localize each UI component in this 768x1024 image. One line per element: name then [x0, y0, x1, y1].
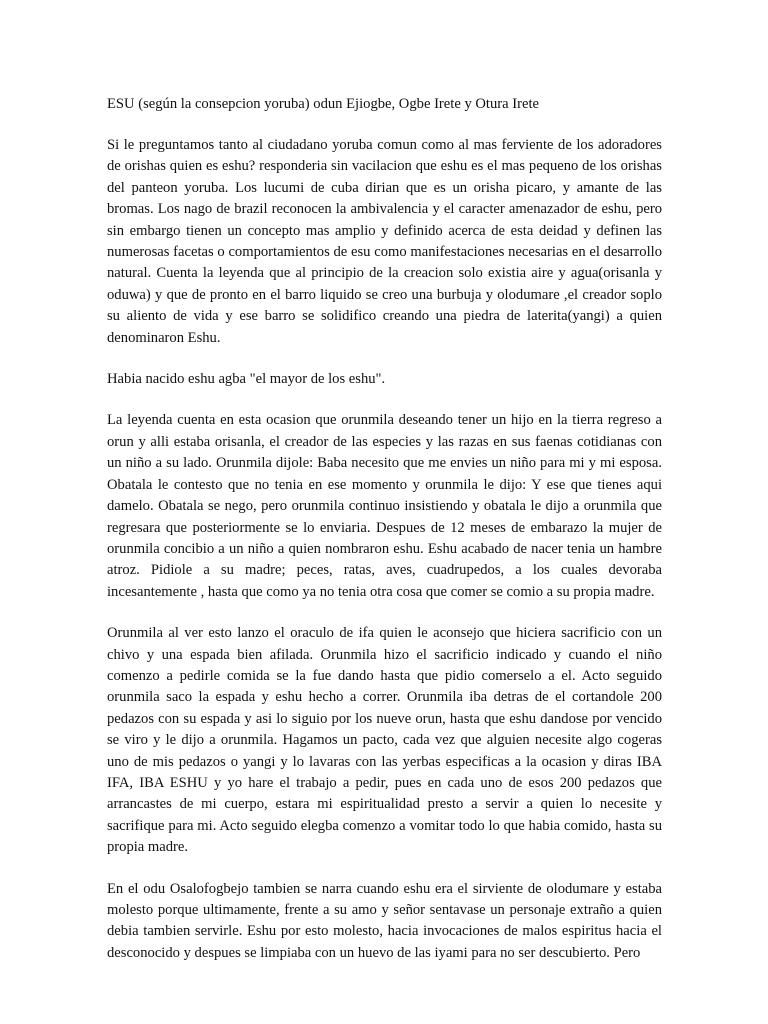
document-title: ESU (según la consepcion yoruba) odun Ejiogbe, Ogbe Irete y Otura Irete: [107, 96, 539, 112]
paragraph-1: Si le preguntamos tanto al ciudadano yoruba comun como al mas ferviente de los adoradores de orishas quien es eshu? responderia sin vacilacion que eshu es el mas pequeno de los orishas del panteon yoruba. Los lucumi de cuba dirian que es un orisha picaro, y amante de las bromas. Los nago de brazil reconocen la ambivalencia y el caracter amenazador de eshu, pero sin embargo tienen un concepto mas amplio y definido acerca de esta deidad y definen las numerosas facetas o comportamientos de esu como manifestaciones necesarias en el desarrollo natural. Cuenta la leyenda que al principio de la creacion solo existia aire y agua(orisanla y oduwa) y que de pronto en el barro liquido se creo una burbuja y olodumare ,el creador soplo su aliento de vida y ese barro se solidifico creando una piedra de laterita(yangi) a quien denominaron Eshu.: [107, 137, 662, 346]
paragraph-4: Orunmila al ver esto lanzo el oraculo de ifa quien le aconsejo que hiciera sacrificio con un chivo y una espada bien afilada. Orunmila hizo el sacrificio indicado y cuando el niño comenzo a pedirle comida se la fue dando hasta que pidio comerselo a el. Acto seguido orunmila saco la espada y eshu hecho a correr. Orunmila iba detras de el cortandole 200 pedazos con su espada y asi lo siguio por los nueve orun, hasta que eshu dandose por vencido se viro y le dijo a orunmila. Hagamos un pacto, cada vez que alguien necesite algo cogeras uno de mis pedazos o yangi y lo lavaras con las yerbas especificas a la ocasion y diras IBA IFA, IBA ESHU y yo hare el trabajo a pedir, pues en cada uno de esos 200 pedazos que arrancastes de mi cuerpo, estara mi espiritualidad presto a servir a quien lo necesite y sacrifique para mi. Acto seguido elegba comenzo a vomitar todo lo que habia comido, hasta su propia madre.: [107, 625, 662, 856]
paragraph-3: La leyenda cuenta en esta ocasion que orunmila deseando tener un hijo en la tierra regreso a orun y alli estaba orisanla, el creador de las especies y las razas en sus faenas cotidianas con un niño a su lado. Orunmila dijole: Baba necesito que me envies un niño para mi y mi esposa. Obatala le contesto que no tenia en ese momento y orunmila le dijo: Y ese que tienes aqui damelo. Obatala se nego, pero orunmila continuo insistiendo y obatala le dijo a orunmila que regresara que posteriormente se lo enviaria. Despues de 12 meses de embarazo la mujer de orunmila concibio a un niño a quien nombraron eshu. Eshu acabado de nacer tenia un hambre atroz. Pidiole a su madre; peces, ratas, aves, cuadrupedos, a los cuales devoraba incesantemente , hasta que como ya no tenia otra cosa que comer se comio a su propia madre.: [107, 412, 662, 600]
document-page: [107, 93, 662, 984]
paragraph-2: Habia nacido eshu agba "el mayor de los eshu".: [107, 371, 386, 388]
paragraph-5: En el odu Osalofogbejo tambien se narra cuando eshu era el sirviente de olodumare y estaba molesto porque ultimamente, frente a su amo y señor sentavase un personaje extraño a quien debia tambien servirle. Eshu por esto molesto, hacia invocaciones de malos espiritus hacia el desconocido y despues se limpiaba con un huevo de las iyami para no ser descubierto. Pero: [107, 880, 662, 961]
